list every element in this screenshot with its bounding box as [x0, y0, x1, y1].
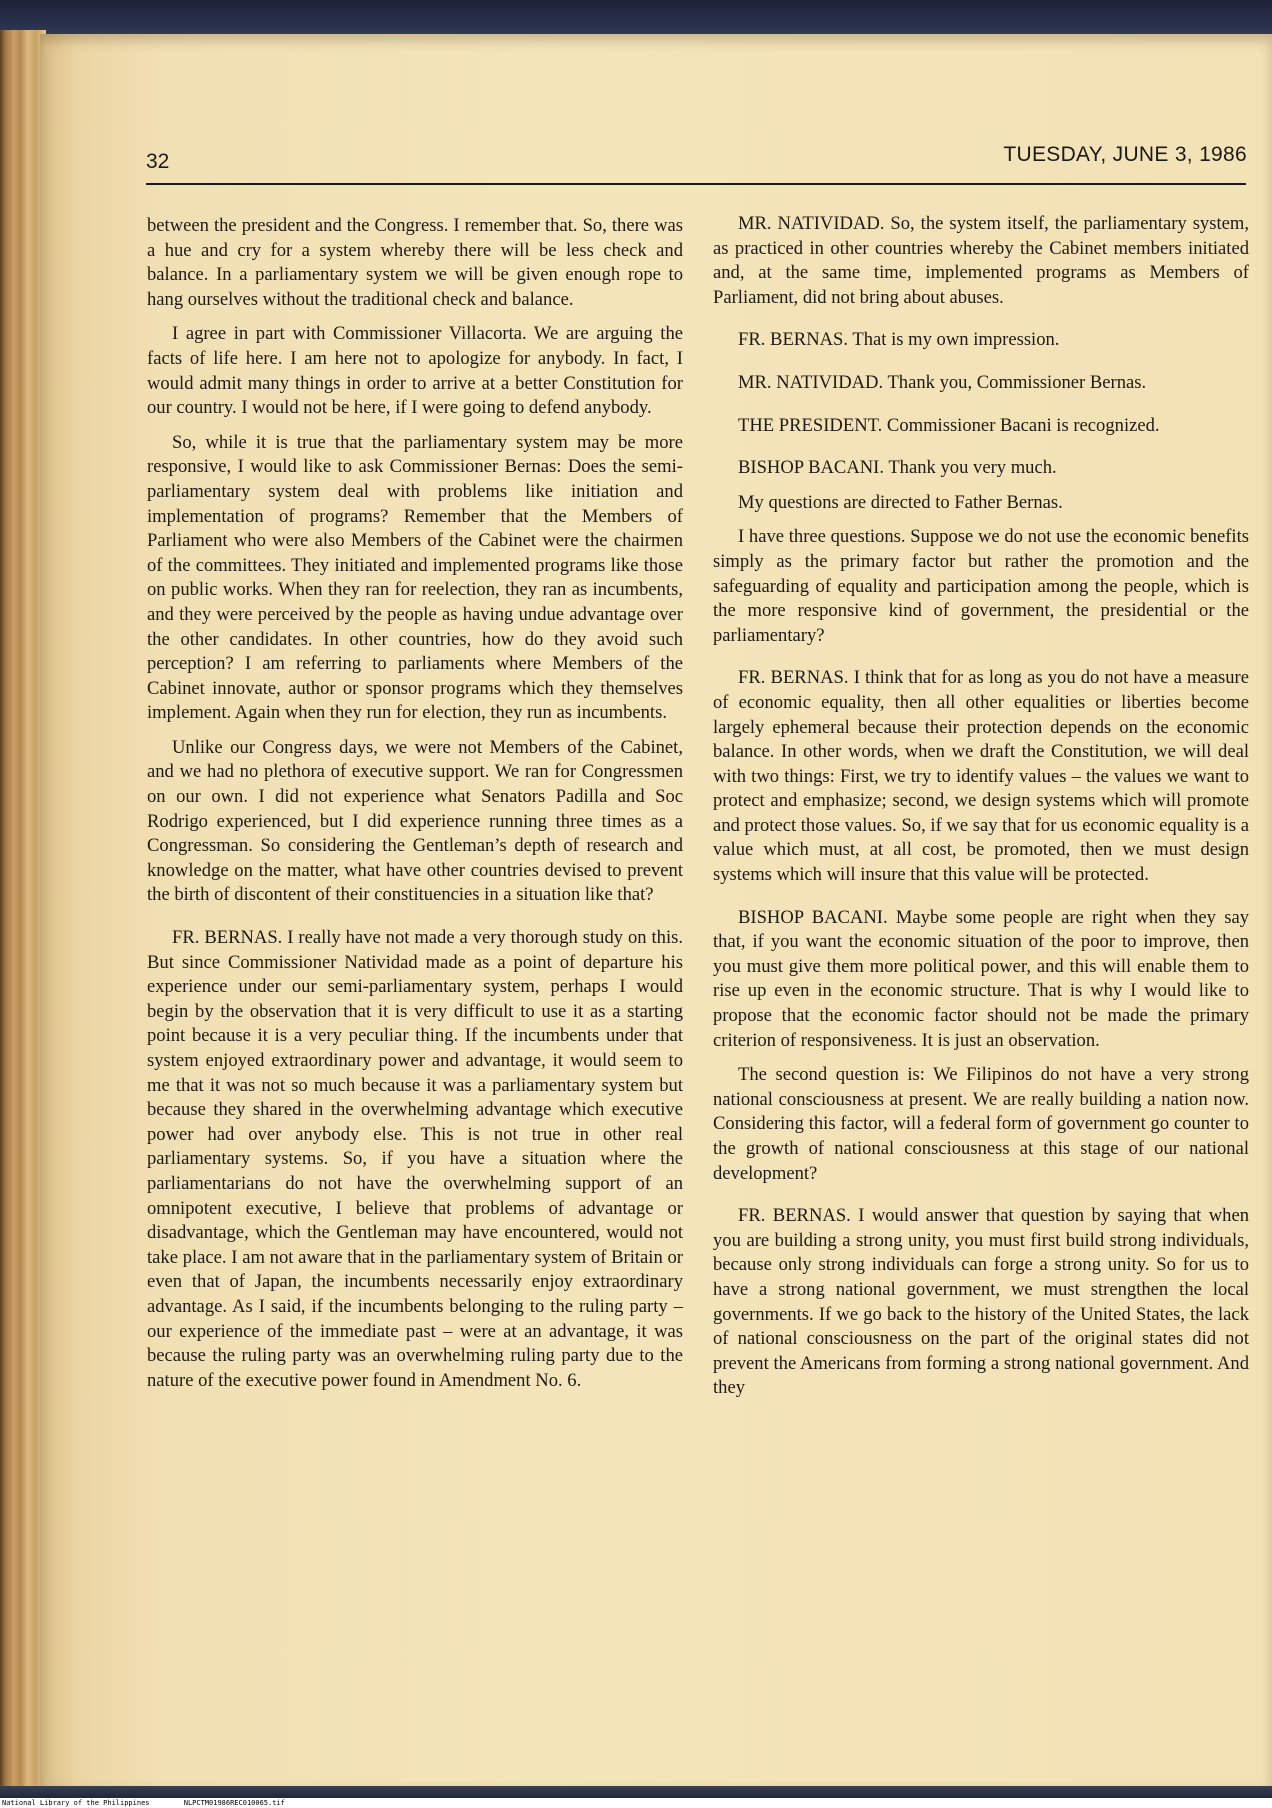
- paragraph: MR. NATIVIDAD. Thank you, Commissioner Bernas.: [738, 371, 1147, 393]
- paragraph: FR. BERNAS. I think that for as long as you do not have a measure of economic equality, then all other equalities or liberties become largely ephemeral because their protection depends on the economic balance. In other words, when we draft the Constitution, we will deal with two things: First, we try to identify values – the values we want to protect and emphasize; second, we design systems which will promote and protect those values. So, if we say that for us economic equality is a value which must, at all cost, be promoted, then we must design systems which will insure that this value will be protected.: [713, 667, 1249, 886]
- paragraph: FR. BERNAS. That is my own impression.: [738, 329, 1060, 351]
- left-column: [147, 214, 683, 1403]
- paragraph: THE PRESIDENT. Commissioner Bacani is recognized.: [738, 414, 1160, 436]
- paragraph: FR. BERNAS. I really have not made a very thorough study on this. But since Commissioner Natividad made as a point of departure his experience under our semi-parliamentary system, perhaps I would begin by the observation that it is very difficult to use it as a starting point because it is a very peculiar thing. If the incumbents under that system enjoyed extraordinary power and advantage, it would seem to me that it was not so much because it was a parliamentary system but because they shared in the overwhelming advantage which executive power had over anybody else. This is not true in other real parliamentary systems. So, if you have a situation where the parliamentarians do not have the overwhelming support of an omnipotent executive, I believe that problems of advantage or disadvantage, which the Gentleman may have encountered, would not take place. I am not aware that in the parliamentary system of Britain or even that of Japan, the incumbents necessarily enjoy extraordinary advantage. As I said, if the incumbents belonging to the ruling party – our experience of the immediate past – were at an advantage, it was because the ruling party was an overwhelming ruling party due to the nature of the executive power found in Amendment No. 6.: [147, 927, 683, 1391]
- page-number: 32: [146, 150, 170, 173]
- right-column: [713, 212, 1249, 1411]
- paragraph: Unlike our Congress days, we were not Members of the Cabinet, and we had no plethora of executive support. We ran for Congressmen on our own. I did not experience what Senators Padilla and Soc Rodrigo experienced, but I did experience running three times as a Congressman. So considering the Gentleman’s depth of research and knowledge on the matter, what have other countries devised to prevent the birth of discontent of their constituencies in a situation like that?: [147, 736, 683, 906]
- paragraph: BISHOP BACANI. Thank you very much.: [738, 457, 1057, 479]
- page-date: TUESDAY, JUNE 3, 1986: [1003, 143, 1247, 166]
- paragraph: FR. BERNAS. I would answer that question by saying that when you are building a strong unity, you must first build strong individuals, because only strong individuals can forge a strong unity. So for us to have a strong national government, we must strengthen the local governments. If we go back to the history of the United States, the lack of national consciousness on the part of the original states did not prevent the Americans from forming a strong national government. And they: [713, 1205, 1249, 1399]
- paragraph: My questions are directed to Father Bernas.: [738, 491, 1063, 513]
- scan-footer: [0, 1798, 1272, 1808]
- paragraph: I have three questions. Suppose we do not use the economic benefits simply as the primary factor but rather the promotion and the safeguarding of equality and participation among the people, which is the more responsive kind of government, the presidential or the parliamentary?: [713, 526, 1249, 646]
- paragraph: MR. NATIVIDAD. So, the system itself, the parliamentary system, as practiced in other countries whereby the Cabinet members initiated and, at the same time, implemented programs as Members of Parliament, did not bring about abuses.: [713, 213, 1249, 308]
- paragraph: The second question is: We Filipinos do not have a very strong national consciousness at present. We are really building a nation now. Considering this factor, will a federal form of government go counter to the growth of national consciousness at this stage of our national development?: [713, 1064, 1249, 1184]
- paragraph: between the president and the Congress. I remember that. So, there was a hue and cry for a system whereby there will be less check and balance. In a parliamentary system we will be given enough rope to hang ourselves without the traditional check and balance.: [147, 215, 683, 310]
- paragraph: So, while it is true that the parliamentary system may be more responsive, I would like to ask Commissioner Bernas: Does the semi-parliamentary system deal with problems like initiation and implementation of programs? Remember that the Members of Parliament who were also Members of the Cabinet were the chairmen of the committees. They initiated and implemented programs like those on public works. When they ran for reelection, they ran as incumbents, and they were perceived by the people as having undue advantage over the other candidates. In other countries, how do they avoid such perception? I am referring to parliaments where Members of the Cabinet innovate, author or sponsor programs which they themselves implement. Again when they run for election, they run as incumbents.: [147, 431, 683, 724]
- footer-library: National Library of the Philippines: [2, 1799, 150, 1807]
- footer-file: NLPCTM01986REC010065.tif: [183, 1799, 285, 1807]
- paragraph: I agree in part with Commissioner Villacorta. We are arguing the facts of life here. I am here not to apologize for anybody. In fact, I would admit many things in order to arrive at a better Constitution for our country. I would not be here, if I were going to defend anybody.: [147, 323, 683, 419]
- paragraph: BISHOP BACANI. Maybe some people are right when they say that, if you want the economic situation of the poor to improve, then you must give them more political power, and this will enable them to rise up even in the economic structure. That is why I would like to propose that the economic factor should not be made the primary criterion of responsiveness. It is just an observation.: [713, 906, 1249, 1051]
- header-rule: [146, 183, 1246, 185]
